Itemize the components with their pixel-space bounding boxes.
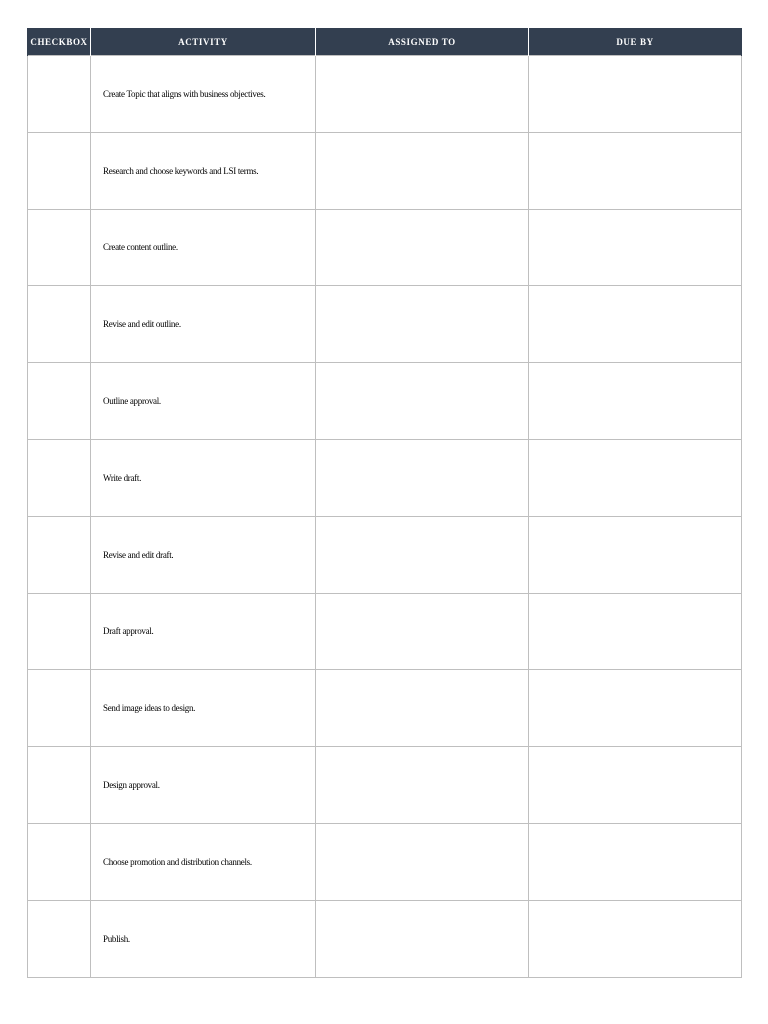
due-by-cell[interactable]	[529, 286, 742, 363]
assigned-to-cell[interactable]	[316, 747, 529, 824]
checkbox-cell[interactable]	[28, 747, 91, 824]
due-by-cell[interactable]	[529, 670, 742, 747]
table-row	[28, 286, 742, 363]
activity-cell: Draft approval.	[91, 593, 316, 670]
checkbox-cell[interactable]	[28, 132, 91, 209]
checkbox-cell[interactable]	[28, 286, 91, 363]
table-row	[28, 593, 742, 670]
due-by-cell[interactable]	[529, 593, 742, 670]
table-row	[28, 439, 742, 516]
due-by-cell[interactable]	[529, 747, 742, 824]
assigned-to-cell[interactable]	[316, 823, 529, 900]
header-activity: ACTIVITY	[91, 28, 316, 56]
due-by-cell[interactable]	[529, 209, 742, 286]
table-row	[28, 209, 742, 286]
table-row	[28, 900, 742, 977]
header-checkbox: CHECKBOX	[28, 28, 91, 56]
checkbox-cell[interactable]	[28, 363, 91, 440]
header-due-by: DUE BY	[529, 28, 742, 56]
activity-cell: Write draft.	[91, 439, 316, 516]
assigned-to-cell[interactable]	[316, 670, 529, 747]
table-row	[28, 132, 742, 209]
checkbox-cell[interactable]	[28, 670, 91, 747]
assigned-to-cell[interactable]	[316, 363, 529, 440]
due-by-cell[interactable]	[529, 900, 742, 977]
activity-cell: Create content outline.	[91, 209, 316, 286]
activity-cell: Create Topic that aligns with business objectives.	[91, 56, 316, 133]
assigned-to-cell[interactable]	[316, 516, 529, 593]
checklist-sheet	[27, 28, 741, 978]
assigned-to-cell[interactable]	[316, 209, 529, 286]
assigned-to-cell[interactable]	[316, 132, 529, 209]
due-by-cell[interactable]	[529, 363, 742, 440]
activity-cell: Research and choose keywords and LSI terms.	[91, 132, 316, 209]
content-checklist-table	[27, 28, 742, 978]
due-by-cell[interactable]	[529, 56, 742, 133]
checkbox-cell[interactable]	[28, 209, 91, 286]
activity-cell: Choose promotion and distribution channels.	[91, 823, 316, 900]
activity-cell: Outline approval.	[91, 363, 316, 440]
due-by-cell[interactable]	[529, 823, 742, 900]
assigned-to-cell[interactable]	[316, 439, 529, 516]
activity-cell: Revise and edit outline.	[91, 286, 316, 363]
table-row	[28, 516, 742, 593]
table-row	[28, 670, 742, 747]
activity-cell: Send image ideas to design.	[91, 670, 316, 747]
table-row	[28, 747, 742, 824]
checkbox-cell[interactable]	[28, 900, 91, 977]
assigned-to-cell[interactable]	[316, 900, 529, 977]
checkbox-cell[interactable]	[28, 823, 91, 900]
due-by-cell[interactable]	[529, 132, 742, 209]
activity-cell: Revise and edit draft.	[91, 516, 316, 593]
activity-cell: Publish.	[91, 900, 316, 977]
due-by-cell[interactable]	[529, 516, 742, 593]
checkbox-cell[interactable]	[28, 516, 91, 593]
checkbox-cell[interactable]	[28, 593, 91, 670]
assigned-to-cell[interactable]	[316, 593, 529, 670]
assigned-to-cell[interactable]	[316, 56, 529, 133]
due-by-cell[interactable]	[529, 439, 742, 516]
header-assigned-to: ASSIGNED TO	[316, 28, 529, 56]
table-row	[28, 56, 742, 133]
activity-cell: Design approval.	[91, 747, 316, 824]
table-row	[28, 363, 742, 440]
table-row	[28, 823, 742, 900]
checkbox-cell[interactable]	[28, 439, 91, 516]
checkbox-cell[interactable]	[28, 56, 91, 133]
header-row	[28, 28, 742, 56]
assigned-to-cell[interactable]	[316, 286, 529, 363]
